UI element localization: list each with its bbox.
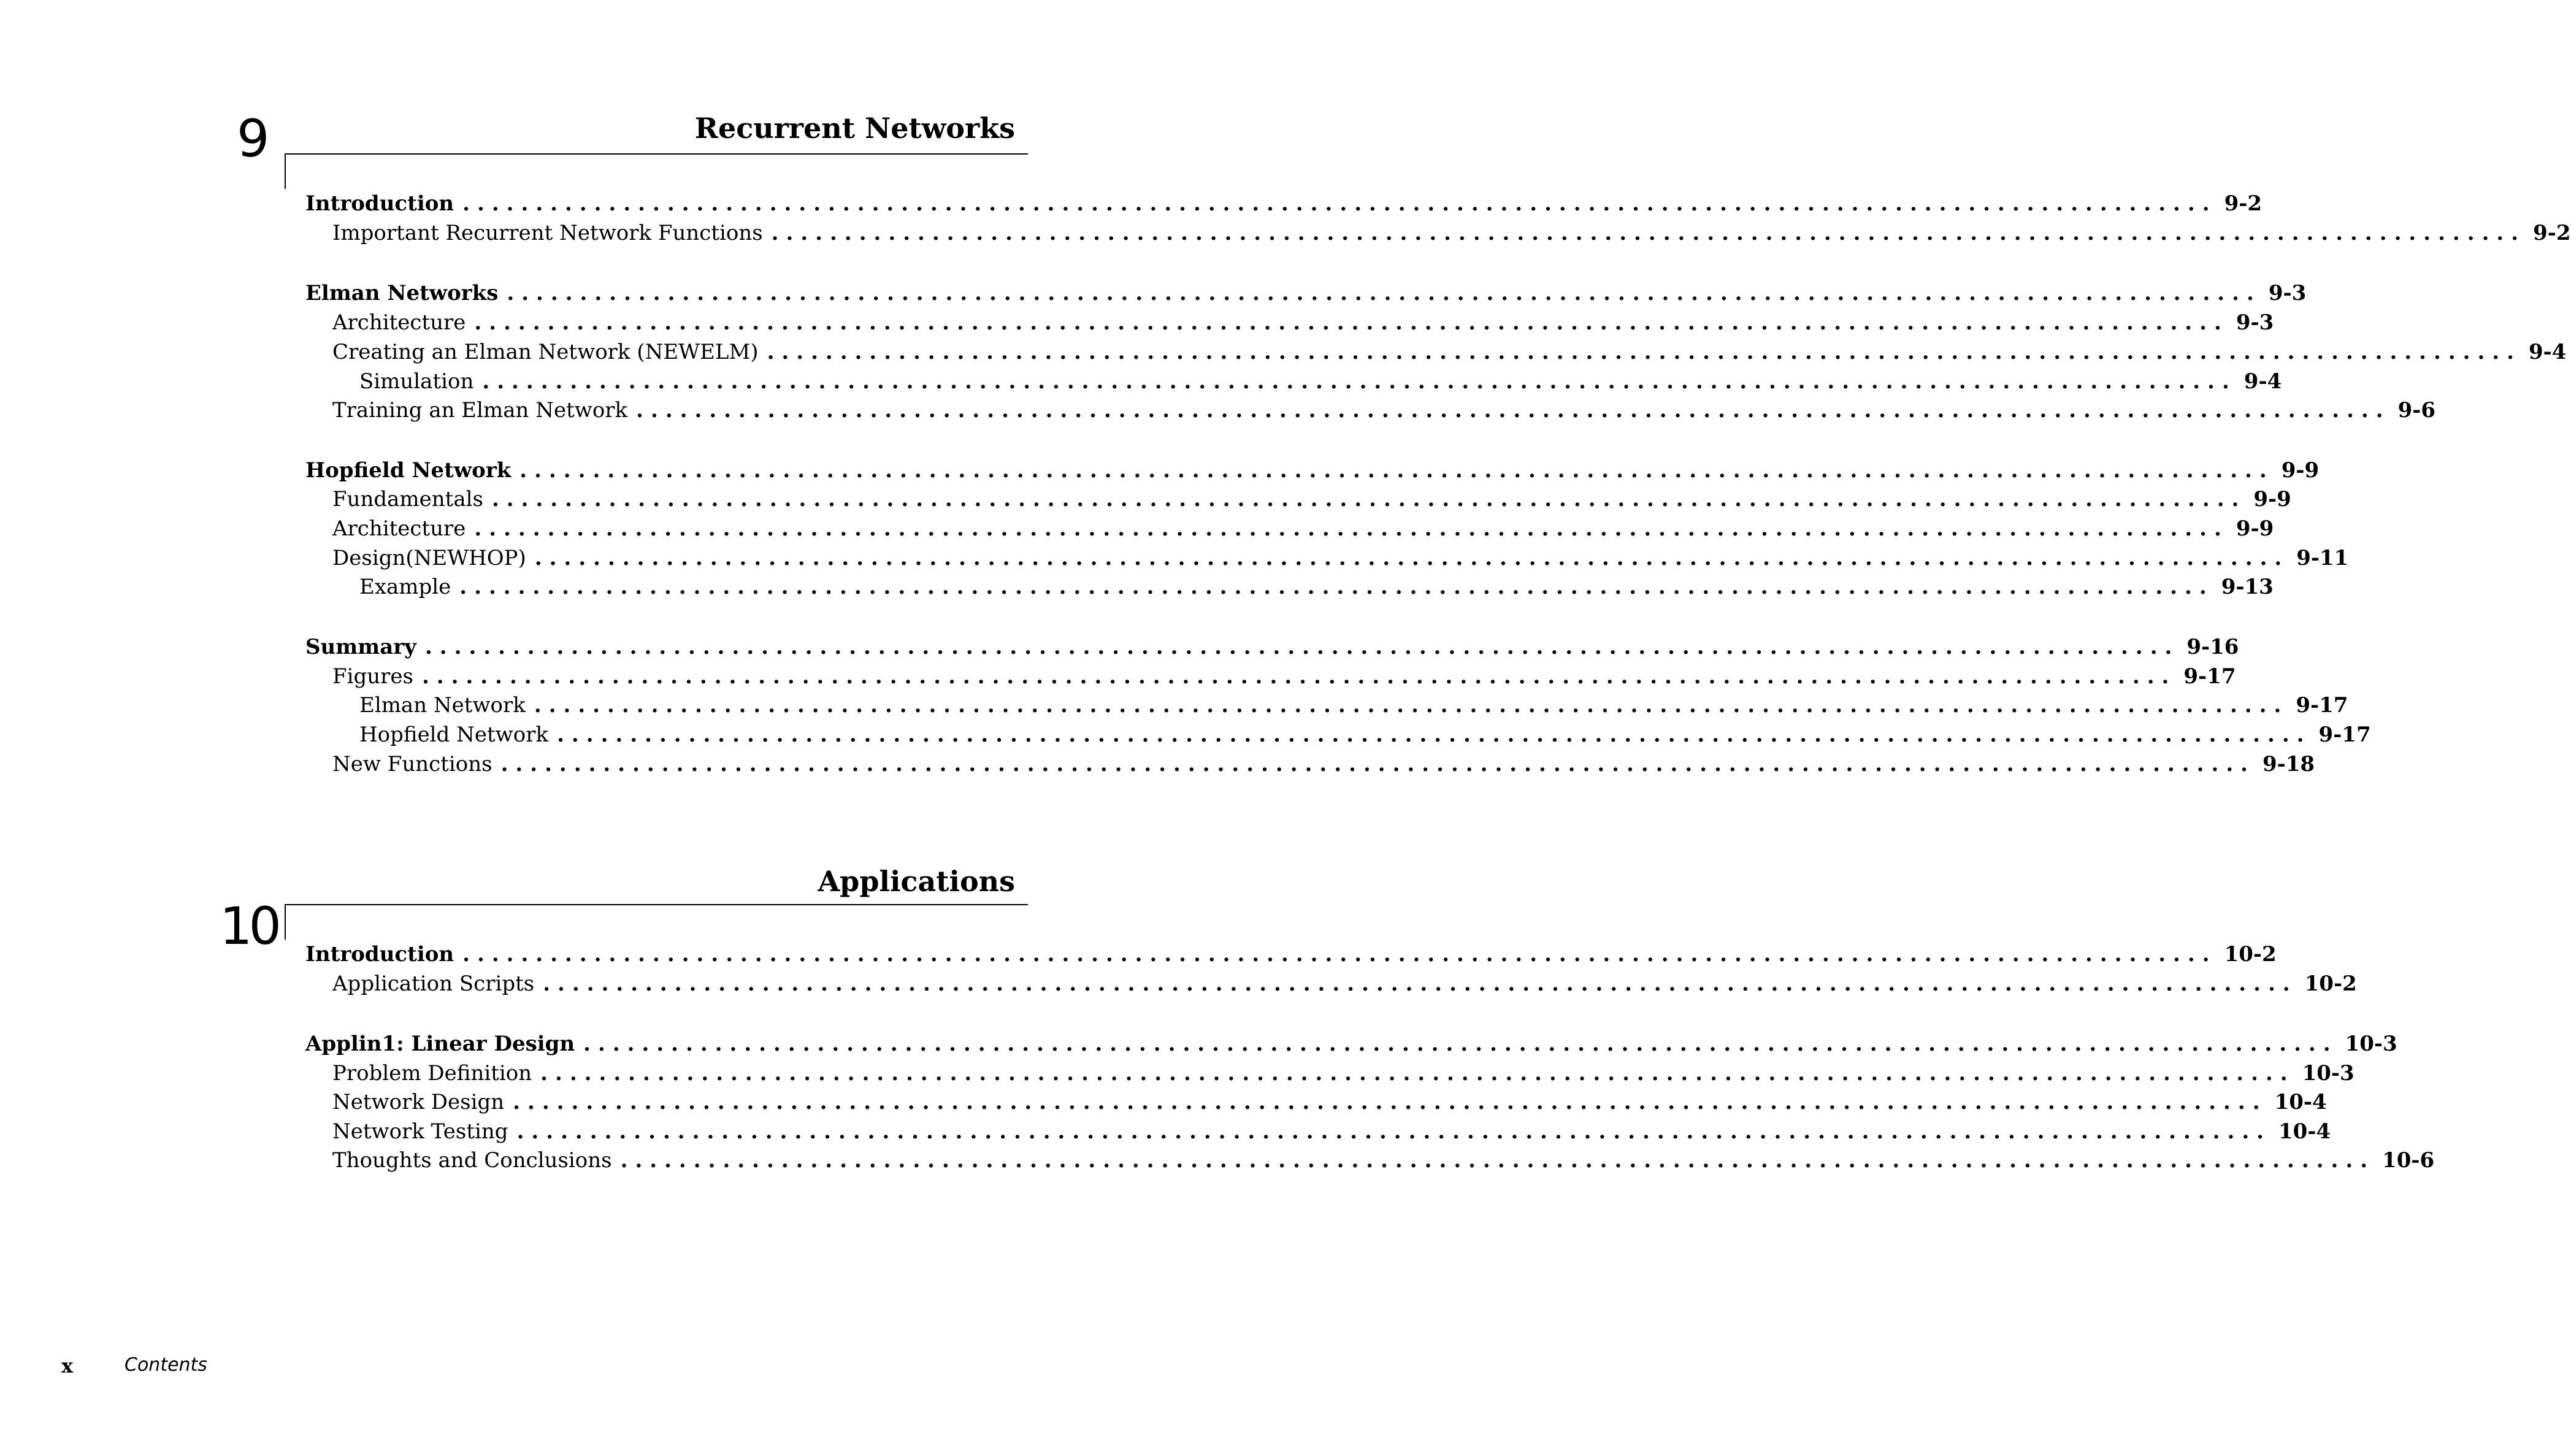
toc-entry[interactable] — [332, 485, 2291, 514]
toc-entry-label: Summary — [305, 635, 416, 659]
toc-entry[interactable] — [332, 1117, 2331, 1146]
toc-entry-label: Network Testing — [332, 1119, 508, 1144]
toc-entry[interactable] — [332, 662, 2236, 691]
toc-page-number: 10-3 — [2345, 1032, 2397, 1056]
footer-section-label: Contents — [125, 1354, 207, 1376]
toc-dot-leader: ........................................................................................................................ — [620, 1148, 2375, 1173]
toc-page-number: 10-4 — [2278, 1119, 2331, 1144]
toc-dot-leader: ........................................................................................................................ — [583, 1032, 2338, 1056]
toc-page-number: 9-9 — [2236, 516, 2274, 541]
toc-dot-leader: ........................................................................................................................ — [459, 575, 2214, 599]
toc-entry-label: Hopfield Network — [305, 458, 512, 483]
toc-page-number: 9-6 — [2397, 398, 2436, 423]
toc-page-number: 9-3 — [2268, 281, 2307, 305]
toc-page-number: 10-2 — [2304, 971, 2357, 996]
chapter-rule — [285, 153, 1028, 155]
toc-entry-label: Elman Networks — [305, 281, 499, 305]
toc-dot-leader: ........................................................................................................................ — [500, 752, 2255, 776]
toc-page-number: 9-16 — [2186, 635, 2239, 659]
chapter-title: Recurrent Networks — [694, 112, 1015, 145]
toc-entry[interactable] — [332, 1146, 2435, 1175]
toc-dot-leader: ........................................................................................................................ — [540, 1061, 2295, 1086]
toc-entry[interactable] — [332, 218, 2571, 248]
toc-page-number: 9-17 — [2183, 664, 2236, 689]
toc-entry[interactable] — [305, 940, 2277, 969]
toc-entry-label: Example — [359, 575, 451, 599]
toc-entry[interactable] — [332, 396, 2436, 425]
toc-page-number: 10-6 — [2382, 1148, 2435, 1173]
toc-dot-leader: ........................................................................................................................ — [462, 191, 2217, 216]
toc-dot-leader: ........................................................................................................................ — [534, 693, 2289, 718]
toc-dot-leader: ........................................................................................................................ — [516, 1119, 2272, 1144]
toc-dot-leader: ........................................................................................................................ — [474, 516, 2229, 541]
toc-entry[interactable] — [359, 367, 2282, 396]
toc-page-number: 9-4 — [2529, 340, 2567, 364]
toc-entry[interactable] — [359, 691, 2348, 720]
toc-dot-leader: ........................................................................................................................ — [636, 398, 2391, 423]
toc-entry[interactable] — [332, 749, 2315, 779]
toc-dot-leader: ........................................................................................................................ — [482, 369, 2237, 394]
toc-entry-label: Problem Definition — [332, 1061, 532, 1086]
toc-page-number: 10-4 — [2274, 1090, 2327, 1114]
toc-dot-leader: ........................................................................................................................ — [491, 487, 2247, 512]
toc-page-number: 10-3 — [2302, 1061, 2355, 1086]
chapter-number: 10 — [220, 896, 278, 956]
toc-entry[interactable] — [305, 189, 2263, 218]
chapter-title: Applications — [818, 865, 1015, 898]
toc-page-number: 9-2 — [2533, 221, 2571, 245]
toc-entry-label: Thoughts and Conclusions — [332, 1148, 612, 1173]
toc-entry-label: Introduction — [305, 191, 454, 216]
toc-entry-label: Architecture — [332, 516, 466, 541]
toc-entry-label: Architecture — [332, 310, 466, 335]
toc-entry-label: Fundamentals — [332, 487, 483, 512]
toc-page-number: 9-17 — [2318, 722, 2371, 747]
toc-entry-label: Hopfield Network — [359, 722, 549, 747]
toc-entry[interactable] — [359, 572, 2274, 602]
toc-entry-label: Training an Elman Network — [332, 398, 628, 423]
chapter-rule-tick — [285, 153, 286, 189]
toc-entry[interactable] — [305, 278, 2307, 308]
toc-entry-label: Simulation — [359, 369, 474, 394]
toc-entry[interactable] — [305, 1029, 2397, 1059]
toc-entry[interactable] — [305, 632, 2239, 662]
toc-entry[interactable] — [305, 456, 2320, 485]
toc-dot-leader: ........................................................................................................................ — [513, 1090, 2267, 1114]
toc-page-number: 9-13 — [2221, 575, 2274, 599]
toc-entry-label: Applin1: Linear Design — [305, 1032, 575, 1056]
toc-entry-label: Network Design — [332, 1090, 505, 1114]
toc-page-number: 9-9 — [2281, 458, 2320, 483]
toc-entry-label: Design(NEWHOP) — [332, 546, 526, 570]
toc-entry-label: Elman Network — [359, 693, 526, 718]
toc-entry[interactable] — [332, 337, 2567, 367]
toc-entry-label: Application Scripts — [332, 971, 535, 996]
toc-page-number: 9-9 — [2253, 487, 2291, 512]
toc-dot-leader: ........................................................................................................................ — [421, 664, 2177, 689]
toc-page-number: 9-18 — [2263, 752, 2315, 776]
toc-dot-leader: ........................................................................................................................ — [771, 221, 2526, 245]
toc-dot-leader: ........................................................................................................................ — [424, 635, 2180, 659]
chapter-rule-tick — [285, 904, 286, 940]
toc-entry-label: Important Recurrent Network Functions — [332, 221, 763, 245]
toc-page-number: 9-2 — [2224, 191, 2263, 216]
toc-page-number: 9-11 — [2296, 546, 2349, 570]
toc-dot-leader: ........................................................................................................................ — [534, 546, 2289, 570]
toc-dot-leader: ........................................................................................................................ — [543, 971, 2297, 996]
toc-dot-leader: ........................................................................................................................ — [462, 942, 2217, 967]
toc-entry[interactable] — [332, 1087, 2327, 1117]
toc-page-number: 9-3 — [2236, 310, 2274, 335]
toc-entry[interactable] — [359, 720, 2371, 749]
toc-entry[interactable] — [332, 543, 2349, 573]
toc-entry-label: Figures — [332, 664, 413, 689]
toc-page-number: 10-2 — [2224, 942, 2277, 967]
toc-dot-leader: ........................................................................................................................ — [474, 310, 2229, 335]
toc-dot-leader: ........................................................................................................................ — [767, 340, 2522, 364]
toc-entry[interactable] — [332, 308, 2274, 337]
toc-entry[interactable] — [332, 969, 2357, 998]
toc-entry-label: New Functions — [332, 752, 492, 776]
footer-page-number: x — [61, 1354, 74, 1377]
toc-page-number: 9-4 — [2243, 369, 2282, 394]
toc-entry-label: Creating an Elman Network (NEWELM) — [332, 340, 759, 364]
chapter-rule — [285, 904, 1028, 905]
toc-dot-leader: ........................................................................................................................ — [557, 722, 2312, 747]
toc-dot-leader: ........................................................................................................................ — [519, 458, 2274, 483]
toc-page-number: 9-17 — [2296, 693, 2348, 718]
chapter-number: 9 — [237, 109, 266, 169]
toc-entry-label: Introduction — [305, 942, 454, 967]
toc-entry[interactable] — [332, 514, 2274, 543]
toc-entry[interactable] — [332, 1059, 2355, 1088]
toc-dot-leader: ........................................................................................................................ — [507, 281, 2261, 305]
